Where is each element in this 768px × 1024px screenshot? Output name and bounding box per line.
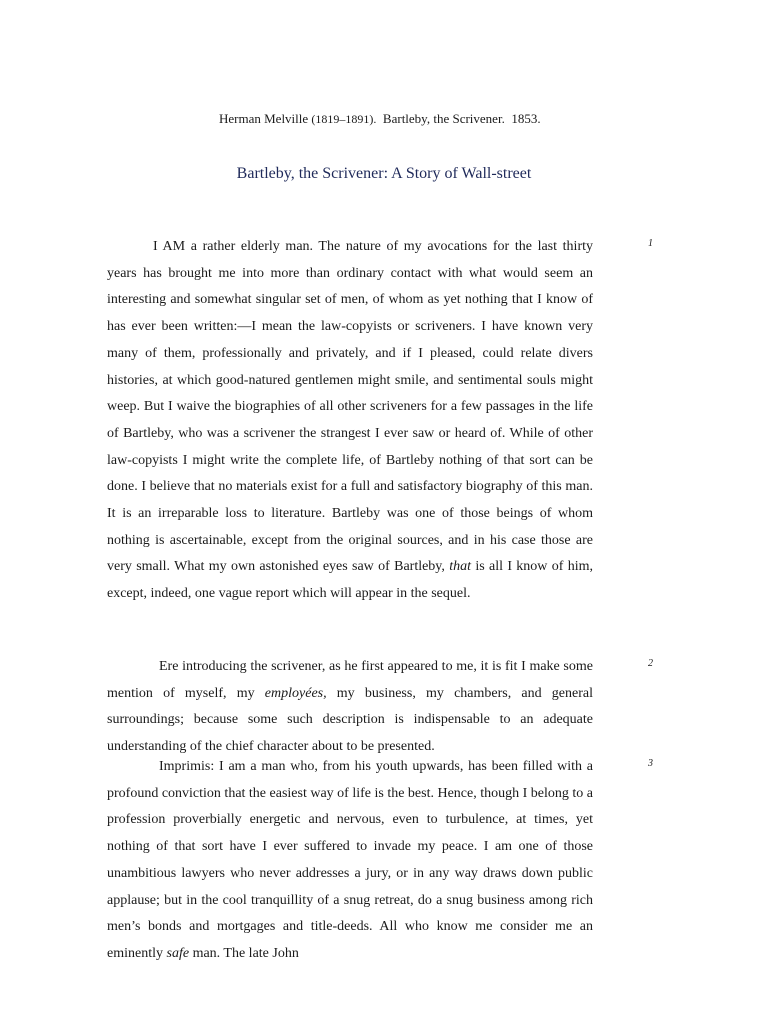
paragraph-3-text-b: man. The late John [189,945,299,961]
work-title: Bartleby, the Scrivener. [382,111,505,126]
author-years: (1819–1891). [311,112,377,126]
paragraph-2-text-b: my business, my chambers, and general surroundings; because some such description is indispensable to an adequate understanding of the chief character about to be presented. [107,685,594,755]
paragraph-3-emphasis: safe [166,945,190,961]
paragraph-1-text-a: I AM a rather elderly man. The nature of my avocations for the last thirty years has brought me into more than ordinary contact with what would seem an interesting and somewhat singular set of men, of whom as yet nothing that I know of has ever been written:—I mean the law-copyists or scriveners. I have known very many of them, professionally and privately, and if I pleased, could relate divers histories, at which good-natured gentlemen might smile, and sentimental souls might weep. But I waive the biographies of all other scriveners for a few passages in the life of Bartleby, who was a scrivener the strangest I ever saw or heard of. While of other law-copyists I might write the complete life, of Bartleby nothing of that sort can be done. I believe that no materials exist for a full and satisfactory biography of this man. It is an irreparable loss to literature. Bartleby was one of those beings of whom nothing is ascertainable, except from the original sources, and in his case those are very small. What my own astonished eyes saw of Bartleby, [107,239,593,575]
paragraph-2-emphasis: employées, [264,685,327,701]
paragraph-2-text-a: Ere introducing the scrivener, as he first appeared to me, it is fit I make some mention of myself, my [107,659,593,701]
paragraph-3 [107,754,593,968]
paragraph-2 [107,654,593,761]
paragraph-number-1: 1 [648,238,653,249]
paragraph-number-3: 3 [648,758,653,769]
paragraph-1-emphasis: that [449,559,472,575]
story-title-text: Bartleby, the Scrivener: A Story of Wall-street [236,165,532,182]
paragraph-3-text-a: Imprimis: I am a man who, from his youth upwards, has been filled with a profound conviction that the easiest way of life is the best. Hence, though I belong to a profession proverbially energetic and nervous, even to turbulence, at times, yet nothing of that sort have I ever suffered to invade my peace. I am one of those unambitious lawyers who never addresses a jury, or in any way draws down public applause; but in the cool tranquillity of a snug retreat, do a snug business among rich men’s bonds and mortgages and title-deeds. All who know me consider me an eminently [107,759,593,961]
paragraph-number-2: 2 [648,658,653,669]
publication-year: 1853. [511,111,541,126]
paragraph-1-text-b: is all I know of him, except, indeed, one vague report which will appear in the sequel. [107,559,594,602]
paragraph-1 [107,234,593,608]
story-title [0,165,768,183]
author-name: Herman Melville [219,111,309,126]
